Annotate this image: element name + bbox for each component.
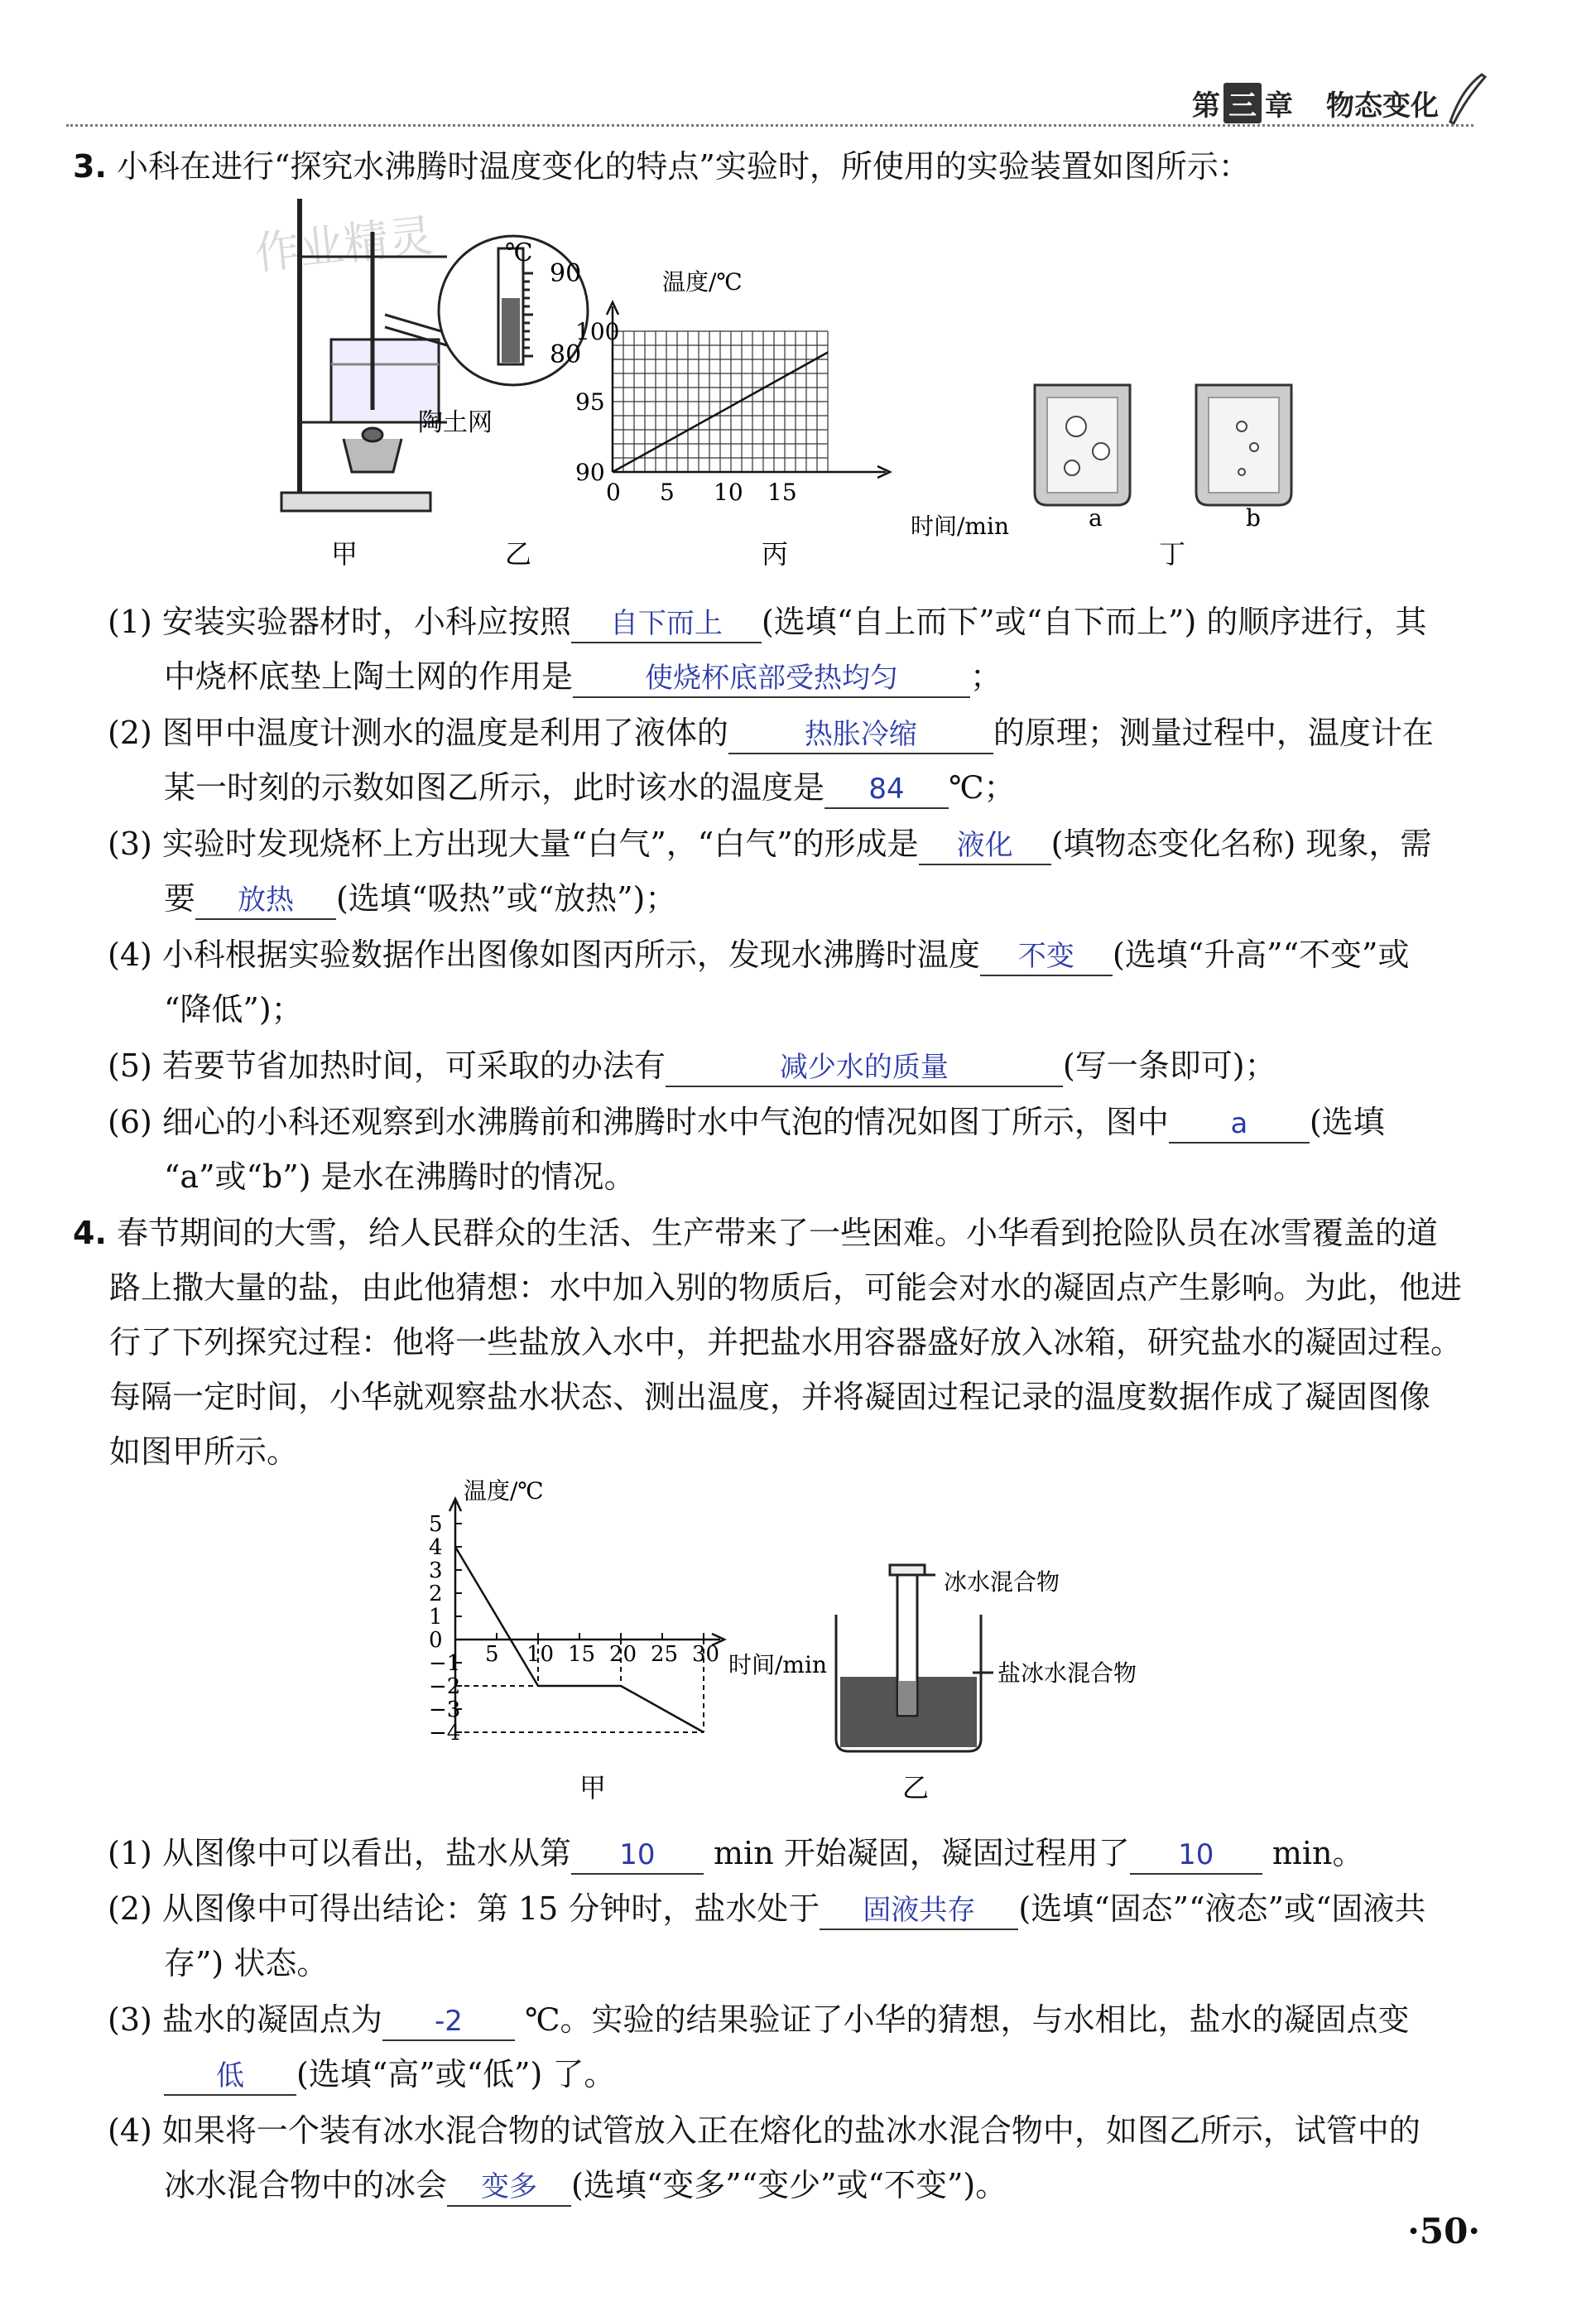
q4-stem-line3: 行了下列探究过程：他将一些盐放入水中，并把盐水用容器盛好放入冰箱，研究盐水的凝固过程。	[109, 1324, 1463, 1360]
q4-stem-line2: 路上撒大量的盐，由此他猜想：水中加入别的物质后，可能会对水的凝固点产生影响。为此，他进	[109, 1269, 1463, 1306]
header-divider	[66, 124, 1473, 127]
q3-p6-line2	[164, 1149, 636, 1204]
page-header	[0, 0, 1596, 141]
fig4-jia: 甲	[579, 1772, 607, 1803]
chapter-suffix: 章	[1265, 89, 1293, 123]
boiling-graph	[575, 302, 890, 506]
chapter-title	[1192, 83, 1439, 123]
beaker-a-label: a	[1089, 504, 1103, 532]
q4-p2-text-b: (选填“固态”“液态”或“固液共	[1018, 1890, 1426, 1927]
q3-p1-text-d: ；	[970, 658, 1002, 695]
y-tick-label: 3	[429, 1558, 443, 1583]
q3-answer-1[interactable]: 自下而上	[571, 605, 762, 643]
q4-p3-text-a: (3) 盐水的凝固点为	[108, 2001, 382, 2038]
q3-p4-text-a: (4) 小科根据实验数据作出图像如图丙所示，发现水沸腾时温度	[108, 937, 980, 973]
jia-ylabel: 温度/℃	[464, 1477, 544, 1505]
q4-stem-text-1: 春节期间的大雪，给人民群众的生活、生产带来了一些困难。小华看到抢险队员在冰雪覆盖的道	[116, 1215, 1438, 1251]
y-tick-label: −3	[429, 1697, 461, 1722]
q4-number: 4.	[73, 1215, 107, 1251]
q3-p6-text-b: (选填	[1309, 1104, 1385, 1140]
q4-p2-text-a: (2) 从图像中可得出结论：第 15 分钟时，盐水处于	[108, 1890, 820, 1927]
thermo-top: 90	[550, 259, 582, 288]
q4-p1-text-b: min 开始凝固，凝固过程用了	[714, 1835, 1130, 1871]
q3-p1-text-c: 中烧杯底垫上陶土网的作用是	[164, 658, 574, 695]
q3-stem	[73, 139, 1250, 194]
q3-figures	[248, 199, 1407, 588]
x-tick-label: 5	[660, 479, 675, 506]
y-tick-label: 0	[429, 1628, 443, 1653]
q3-number: 3.	[73, 148, 107, 185]
bing-ylabel: 温度/℃	[662, 268, 743, 296]
q4-answer-2[interactable]: 10	[1130, 1837, 1262, 1875]
q3-p3-text-d: (选填“吸热”或“放热”)；	[336, 880, 677, 917]
q3-p1-text-a: (1) 安装实验器材时，小科应按照	[108, 604, 571, 640]
quill-icon	[1440, 70, 1490, 128]
q3-answer-2[interactable]: 使烧杯底部受热均匀	[573, 660, 970, 698]
x-tick-label: 15	[568, 1642, 596, 1667]
q4-p2-line1	[108, 1881, 1425, 1936]
q4-p4-text-b: 冰水混合物中的冰会	[164, 2167, 448, 2203]
y-tick-label: 4	[429, 1535, 443, 1560]
x-tick-label: 20	[609, 1642, 637, 1667]
beaker-a	[1035, 385, 1130, 505]
beaker-b	[1196, 385, 1291, 505]
y-tick-label: 1	[429, 1605, 443, 1630]
q3-p4-text-b: (选填“升高”“不变”或	[1112, 937, 1410, 973]
y-tick-label: −1	[429, 1651, 461, 1676]
x-tick-label: 10	[714, 479, 743, 506]
q4-answer-5[interactable]: 低	[164, 2058, 296, 2096]
q3-p2-text-a: (2) 图甲中温度计测水的温度是利用了液体的	[108, 715, 728, 751]
q4-p3-line1	[108, 1992, 1410, 2047]
q4-answer-6[interactable]: 变多	[447, 2169, 571, 2207]
q3-p3-line2	[164, 871, 676, 926]
x-tick-label: 10	[526, 1642, 555, 1667]
x-tick-label: 0	[606, 479, 621, 506]
q4-stem-line5: 如图甲所示。	[109, 1433, 299, 1470]
x-tick-label: 30	[692, 1642, 720, 1667]
q4-figures	[397, 1474, 1225, 1822]
q3-p2-line2	[164, 760, 1016, 815]
q4-p1-line1	[108, 1826, 1364, 1880]
q3-answer-7[interactable]: 不变	[980, 938, 1113, 976]
q4-stem-line4: 每隔一定时间，小华就观察盐水状态、测出温度，并将凝固过程记录的温度数据作成了凝固图像	[109, 1379, 1431, 1415]
q3-answer-6[interactable]: 放热	[195, 882, 336, 920]
q3-p6-text-c: “a”或“b”) 是水在沸腾时的情况。	[164, 1158, 636, 1195]
q4-answer-1[interactable]: 10	[571, 1837, 704, 1875]
x-tick-label: 5	[485, 1642, 499, 1667]
q4-answer-3[interactable]: 固液共存	[820, 1892, 1018, 1930]
q3-p3-line1	[108, 816, 1431, 871]
chapter-number: 三	[1223, 83, 1262, 123]
q3-answer-4[interactable]: 84	[824, 771, 949, 809]
y-tick-label: −4	[429, 1721, 461, 1746]
label-ice-water: 冰水混合物	[944, 1568, 1060, 1596]
fig-bing: 丙	[762, 538, 789, 570]
fig-jia: 甲	[331, 538, 358, 570]
q4-p4-text-c: (选填“变多”“变少”或“不变”)。	[571, 2167, 1007, 2203]
q4-p3-text-b: ℃。实验的结果验证了小华的猜想，与水相比，盐水的凝固点变	[525, 2001, 1410, 2038]
q3-answer-9[interactable]: a	[1169, 1105, 1310, 1144]
q3-p1-line1	[108, 595, 1426, 649]
y-tick-label: 100	[575, 318, 620, 345]
q3-p2-line1	[108, 705, 1434, 760]
q3-p2-text-c: 某一时刻的示数如图乙所示，此时该水的温度是	[164, 769, 825, 806]
q3-p1-line2	[164, 649, 1002, 704]
q4-p4-line1	[108, 2103, 1421, 2158]
q3-p1-text-b: (选填“自上而下”或“自下而上”) 的顺序进行，其	[761, 604, 1427, 640]
q3-p4-line1	[108, 927, 1409, 982]
q4-p1-text-c: min。	[1272, 1835, 1364, 1871]
fig-yi: 乙	[505, 538, 532, 570]
q3-p4-text-c: “降低”)；	[164, 991, 303, 1028]
q3-p6-text-a: (6) 细心的小科还观察到水沸腾前和沸腾时水中气泡的情况如图丁所示，图中	[108, 1104, 1169, 1140]
watermark: 作业精灵	[252, 209, 436, 280]
fig4-yi: 乙	[902, 1772, 930, 1803]
q3-answer-8[interactable]: 减少水的质量	[666, 1049, 1063, 1087]
page-number: ·50·	[1407, 2211, 1480, 2251]
q4-p4-line2	[164, 2158, 1007, 2213]
q3-p6-line1	[108, 1095, 1385, 1149]
jia-xlabel: 时间/min	[728, 1651, 827, 1678]
q4-p4-text-a: (4) 如果将一个装有冰水混合物的试管放入正在熔化的盐冰水混合物中，如图乙所示，试管中的	[108, 2112, 1421, 2149]
q3-p3-text-a: (3) 实验时发现烧杯上方出现大量“白气”，“白气”的形成是	[108, 826, 919, 862]
x-tick-label: 25	[651, 1642, 679, 1667]
thermo-unit: ℃	[505, 238, 533, 267]
q3-p2-text-d: ℃；	[949, 769, 1016, 806]
freezing-graph	[429, 1499, 724, 1746]
q4-p1-text-a: (1) 从图像中可以看出，盐水从第	[108, 1835, 571, 1871]
x-tick-label: 15	[767, 479, 797, 506]
y-tick-label: 2	[429, 1582, 443, 1606]
y-tick-label: 95	[575, 388, 605, 416]
q4-answer-4[interactable]: -2	[382, 2003, 515, 2041]
q3-p2-text-b: 的原理；测量过程中，温度计在	[993, 715, 1434, 751]
q4-p3-text-c: (选填“高”或“低”) 了。	[296, 2056, 616, 2092]
thermo-bottom: 80	[550, 340, 582, 369]
q4-p2-line2	[164, 1936, 328, 1991]
bing-xlabel: 时间/min	[911, 513, 1009, 540]
q3-stem-text: 小科在进行“探究水沸腾时温度变化的特点”实验时，所使用的实验装置如图所示：	[116, 148, 1250, 185]
q3-p5-text-b: (写一条即可)；	[1062, 1047, 1276, 1084]
q4-p2-text-c: 存”) 状态。	[164, 1945, 329, 1982]
fig-ding: 丁	[1159, 538, 1186, 570]
q3-p5-line1	[108, 1038, 1276, 1093]
y-tick-label: 5	[429, 1512, 443, 1537]
q3-answer-5[interactable]: 液化	[919, 827, 1051, 865]
chapter-name: 物态变化	[1326, 89, 1439, 123]
q3-answer-3[interactable]: 热胀冷缩	[728, 716, 993, 754]
q4-p3-line2	[164, 2047, 615, 2102]
label-salt-ice-water: 盐冰水混合物	[997, 1659, 1137, 1687]
beaker-b-label: b	[1246, 504, 1261, 532]
chapter-prefix: 第	[1192, 89, 1220, 123]
q3-p3-text-b: (填物态变化名称) 现象，需	[1050, 826, 1432, 862]
q4-stem-line1	[73, 1206, 1438, 1260]
y-tick-label: −2	[429, 1674, 461, 1699]
q3-p5-text-a: (5) 若要节省加热时间，可采取的办法有	[108, 1047, 666, 1084]
q3-p4-line2	[164, 982, 303, 1037]
label-taotuwang: 陶土网	[418, 408, 493, 437]
y-tick-label: 90	[575, 459, 605, 486]
q3-p3-text-c: 要	[164, 880, 196, 917]
